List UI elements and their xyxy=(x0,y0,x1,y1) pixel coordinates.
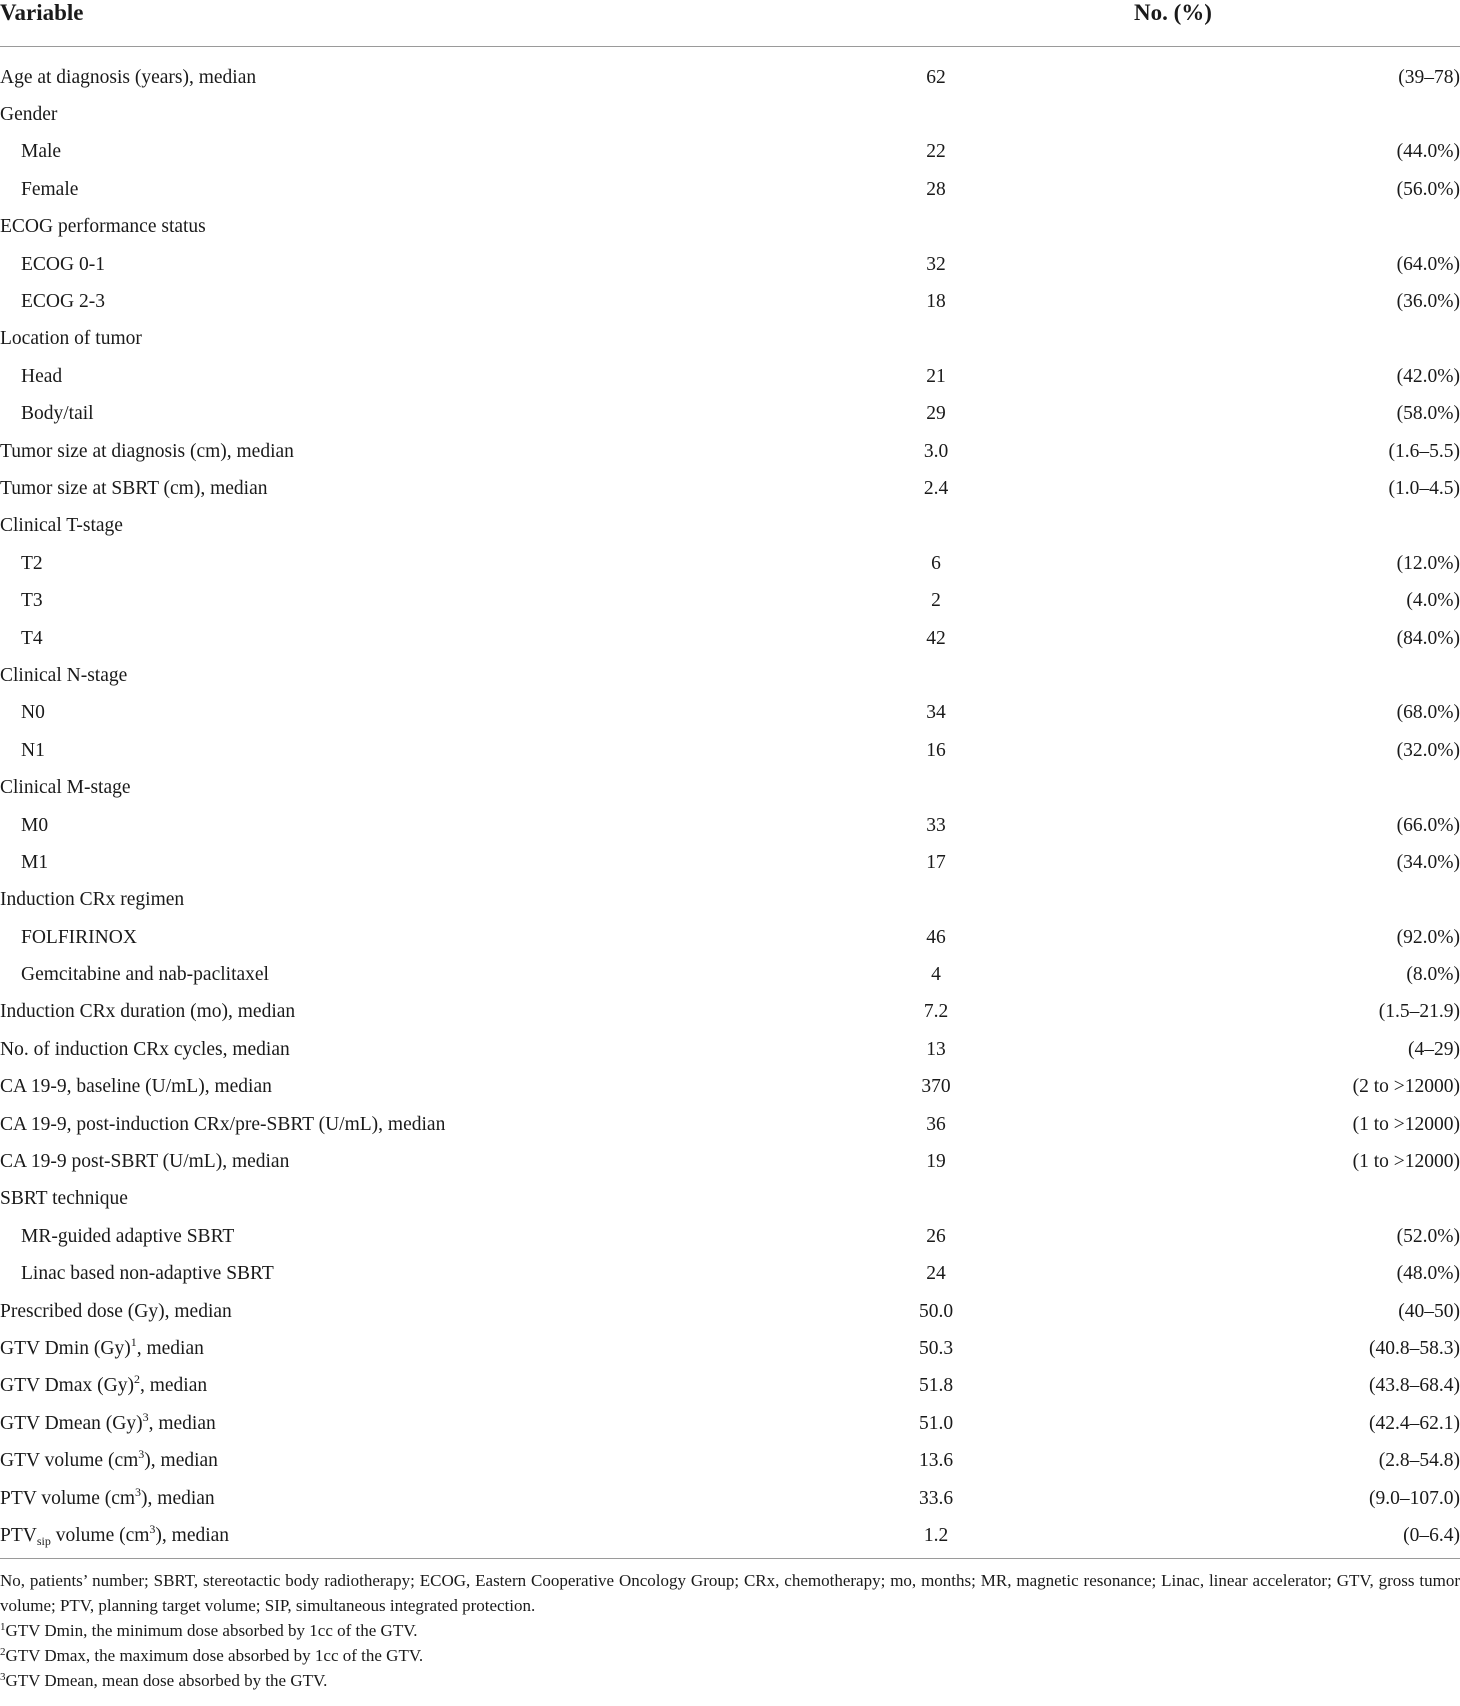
table-row xyxy=(0,1405,1460,1442)
row-label: Male xyxy=(21,141,62,163)
row-value: 17 xyxy=(926,851,946,873)
row-value: 32 xyxy=(926,253,946,275)
row-label: M0 xyxy=(21,814,49,836)
row-label: N0 xyxy=(21,702,45,724)
row-value: 50.0 xyxy=(918,1300,954,1322)
row-range: (1.0–4.5) xyxy=(1388,477,1460,499)
footnote-1: $^1$GTV Dmin, the minimum dose absorbed by 1cc of the GTV. xyxy=(0,1621,418,1640)
table-row-group xyxy=(0,882,1460,919)
row-pct: (44.0%) xyxy=(1396,141,1460,163)
table-row xyxy=(0,1480,1460,1517)
row-label: GTV volume $(cm^3)$, median xyxy=(0,1447,218,1472)
row-label: CA 19-9, baseline (U/mL), median xyxy=(0,1076,272,1098)
table-row-group xyxy=(0,321,1460,358)
row-value: 6 xyxy=(931,552,941,574)
table-row xyxy=(0,358,1460,395)
table-row xyxy=(0,134,1460,171)
abbreviations-note: No, patients’ number; SBRT, stereotactic body radiotherapy; ECOG, Eastern Cooperative Oncology Group; CRx, chemotherapy; mo, months; MR, magnetic resonance; Linac, linear accelerator; GTV, gross tumor volume; PTV, planning target volume; SIP, simultaneous integrated protection. xyxy=(0,1571,1460,1615)
table-row xyxy=(0,1293,1460,1330)
row-label: CA 19-9, post-induction CRx/pre-SBRT (U/mL), median xyxy=(0,1113,446,1135)
row-label: Linac based non-adaptive SBRT xyxy=(21,1263,274,1285)
row-value: 2.4 xyxy=(923,477,949,499)
row-label: ECOG 0-1 xyxy=(21,253,105,275)
row-pct: (12.0%) xyxy=(1396,552,1460,574)
superscript-unit: 3 xyxy=(149,1521,156,1536)
row-label: ECOG 2-3 xyxy=(21,291,105,313)
row-value: 3.0 xyxy=(923,440,949,462)
table-row xyxy=(0,1368,1460,1405)
row-pct: (66.0%) xyxy=(1396,814,1460,836)
footnote-2: $^2$GTV Dmax, the maximum dose absorbed by 1cc of the GTV. xyxy=(0,1646,424,1665)
row-value: 7.2 xyxy=(923,1001,949,1023)
row-value: 42 xyxy=(926,627,946,649)
row-pct: (8.0%) xyxy=(1406,964,1460,986)
row-label: FOLFIRINOX xyxy=(21,926,137,948)
row-label: Age at diagnosis (years), median xyxy=(0,66,257,88)
footnote-marker: 3 xyxy=(142,1409,149,1424)
row-value: 50.3 xyxy=(918,1337,954,1359)
row-label: Prescribed dose (Gy), median xyxy=(0,1300,232,1322)
row-pct: (52.0%) xyxy=(1396,1225,1460,1247)
row-value: 1.2 xyxy=(923,1524,949,1546)
row-value: 21 xyxy=(926,365,946,387)
row-range: (2.8–54.8) xyxy=(1378,1450,1460,1472)
group-label: SBRT technique xyxy=(0,1188,128,1210)
row-label: $PTV_{sip}$ volume $(cm^3)$, median xyxy=(0,1521,230,1548)
table-row xyxy=(0,59,1460,96)
table-row xyxy=(0,1031,1460,1068)
table-row xyxy=(0,956,1460,993)
row-range: (42.4–62.1) xyxy=(1369,1412,1460,1434)
row-label: T3 xyxy=(21,590,43,612)
table-row xyxy=(0,396,1460,433)
group-label: Induction CRx regimen xyxy=(0,889,185,911)
row-pct: (36.0%) xyxy=(1396,291,1460,313)
row-range: (9.0–107.0) xyxy=(1369,1487,1460,1509)
superscript-unit: 3 xyxy=(135,1484,142,1499)
row-label: MR-guided adaptive SBRT xyxy=(21,1225,235,1247)
row-pct: (4.0%) xyxy=(1406,590,1460,612)
group-label: ECOG performance status xyxy=(0,216,206,238)
group-label: Clinical N-stage xyxy=(0,664,128,686)
header-no-pct: No. (%) xyxy=(1134,0,1212,25)
row-value: 22 xyxy=(926,141,946,163)
row-range: (39–78) xyxy=(1398,66,1460,88)
table-header xyxy=(0,0,1460,47)
row-range: (1 to >12000) xyxy=(1352,1151,1460,1173)
row-label: N1 xyxy=(21,739,45,761)
table-row xyxy=(0,1143,1460,1180)
row-value: 19 xyxy=(926,1151,946,1173)
group-label: Location of tumor xyxy=(0,328,142,350)
row-label: GTV Dmean $(Gy)^3$, median xyxy=(0,1409,216,1434)
row-pct: (84.0%) xyxy=(1396,627,1460,649)
row-range: (4–29) xyxy=(1408,1038,1460,1060)
row-label: T2 xyxy=(21,552,43,574)
row-label: CA 19-9 post-SBRT (U/mL), median xyxy=(0,1151,290,1173)
row-value: 4 xyxy=(931,964,941,986)
row-pct: (68.0%) xyxy=(1396,702,1460,724)
row-value: 51.0 xyxy=(918,1412,954,1434)
table-row xyxy=(0,433,1460,470)
footer-rule xyxy=(0,1558,1460,1559)
table-row-group xyxy=(0,209,1460,246)
table-row xyxy=(0,1517,1460,1554)
group-label: Clinical M-stage xyxy=(0,777,131,799)
table-row xyxy=(0,1069,1460,1106)
row-label: Tumor size at diagnosis (cm), median xyxy=(0,440,294,462)
row-value: 46 xyxy=(926,926,946,948)
table-row xyxy=(0,470,1460,507)
row-value: 370 xyxy=(921,1076,951,1098)
table-row xyxy=(0,1330,1460,1367)
row-value: 33.6 xyxy=(918,1487,954,1509)
table-row xyxy=(0,545,1460,582)
row-range: (1 to >12000) xyxy=(1352,1113,1460,1135)
footnote-marker: 1 xyxy=(130,1334,137,1349)
row-range: (40–50) xyxy=(1398,1300,1460,1322)
row-label: Induction CRx duration (mo), median xyxy=(0,1001,296,1023)
footnote-marker: 2 xyxy=(133,1372,140,1387)
row-pct: (64.0%) xyxy=(1396,253,1460,275)
row-value: 16 xyxy=(926,739,946,761)
superscript-unit: 3 xyxy=(138,1447,145,1462)
table-row xyxy=(0,994,1460,1031)
row-value: 36 xyxy=(926,1113,946,1135)
row-label: Body/tail xyxy=(21,403,94,425)
row-label: No. of induction CRx cycles, median xyxy=(0,1038,290,1060)
row-pct: (34.0%) xyxy=(1396,851,1460,873)
row-label: GTV Dmin $(Gy)^1$, median xyxy=(0,1334,204,1359)
footnote-3: $^3$GTV Dmean, mean dose absorbed by the GTV. xyxy=(0,1671,328,1690)
row-label: Tumor size at SBRT (cm), median xyxy=(0,477,268,499)
table-row xyxy=(0,283,1460,320)
row-value: 51.8 xyxy=(918,1375,954,1397)
row-range: (1.6–5.5) xyxy=(1388,440,1460,462)
subscript-sip: sip xyxy=(36,1533,51,1548)
table-row-group xyxy=(0,508,1460,545)
table-row-group xyxy=(0,657,1460,694)
table-row xyxy=(0,1442,1460,1479)
row-value: 28 xyxy=(926,178,946,200)
row-value: 13 xyxy=(926,1038,946,1060)
row-label: T4 xyxy=(21,627,43,649)
table-row xyxy=(0,695,1460,732)
table-row xyxy=(0,582,1460,619)
row-value: 13.6 xyxy=(918,1450,954,1472)
row-range: (2 to >12000) xyxy=(1352,1076,1460,1098)
row-value: 2 xyxy=(931,590,941,612)
row-pct: (58.0%) xyxy=(1396,403,1460,425)
row-pct: (92.0%) xyxy=(1396,926,1460,948)
table-row xyxy=(0,919,1460,956)
row-pct: (32.0%) xyxy=(1396,739,1460,761)
row-value: 18 xyxy=(926,291,946,313)
row-label: GTV Dmax $(Gy)^2$, median xyxy=(0,1372,208,1397)
row-label: PTV volume $(cm^3)$, median xyxy=(0,1484,215,1509)
row-value: 33 xyxy=(926,814,946,836)
table-row-group xyxy=(0,1181,1460,1218)
characteristics-table xyxy=(0,59,1460,1555)
row-label: Female xyxy=(21,178,79,200)
table-row-group xyxy=(0,96,1460,133)
row-pct: (56.0%) xyxy=(1396,178,1460,200)
row-value: 34 xyxy=(926,702,946,724)
row-label: Gemcitabine and nab-paclitaxel xyxy=(21,964,269,986)
table-row xyxy=(0,1106,1460,1143)
table-row xyxy=(0,732,1460,769)
row-value: 62 xyxy=(926,66,946,88)
table-row xyxy=(0,246,1460,283)
row-label: Head xyxy=(21,365,63,387)
row-value: 24 xyxy=(926,1263,946,1285)
row-value: 26 xyxy=(926,1225,946,1247)
row-pct: (42.0%) xyxy=(1396,365,1460,387)
table-row xyxy=(0,171,1460,208)
table-row xyxy=(0,1218,1460,1255)
row-range: (0–6.4) xyxy=(1403,1524,1460,1546)
table-row-group xyxy=(0,769,1460,806)
table-row xyxy=(0,1256,1460,1293)
table-row xyxy=(0,620,1460,657)
table-footnotes xyxy=(0,1568,1460,1693)
header-variable: Variable xyxy=(0,0,84,25)
row-range: (43.8–68.4) xyxy=(1369,1375,1460,1397)
row-value: 29 xyxy=(926,403,946,425)
row-range: (40.8–58.3) xyxy=(1369,1337,1460,1359)
table-row xyxy=(0,807,1460,844)
row-label: M1 xyxy=(21,851,49,873)
row-pct: (48.0%) xyxy=(1396,1263,1460,1285)
table-row xyxy=(0,844,1460,881)
group-label: Gender xyxy=(0,104,58,126)
group-label: Clinical T-stage xyxy=(0,515,123,537)
row-range: (1.5–21.9) xyxy=(1378,1001,1460,1023)
